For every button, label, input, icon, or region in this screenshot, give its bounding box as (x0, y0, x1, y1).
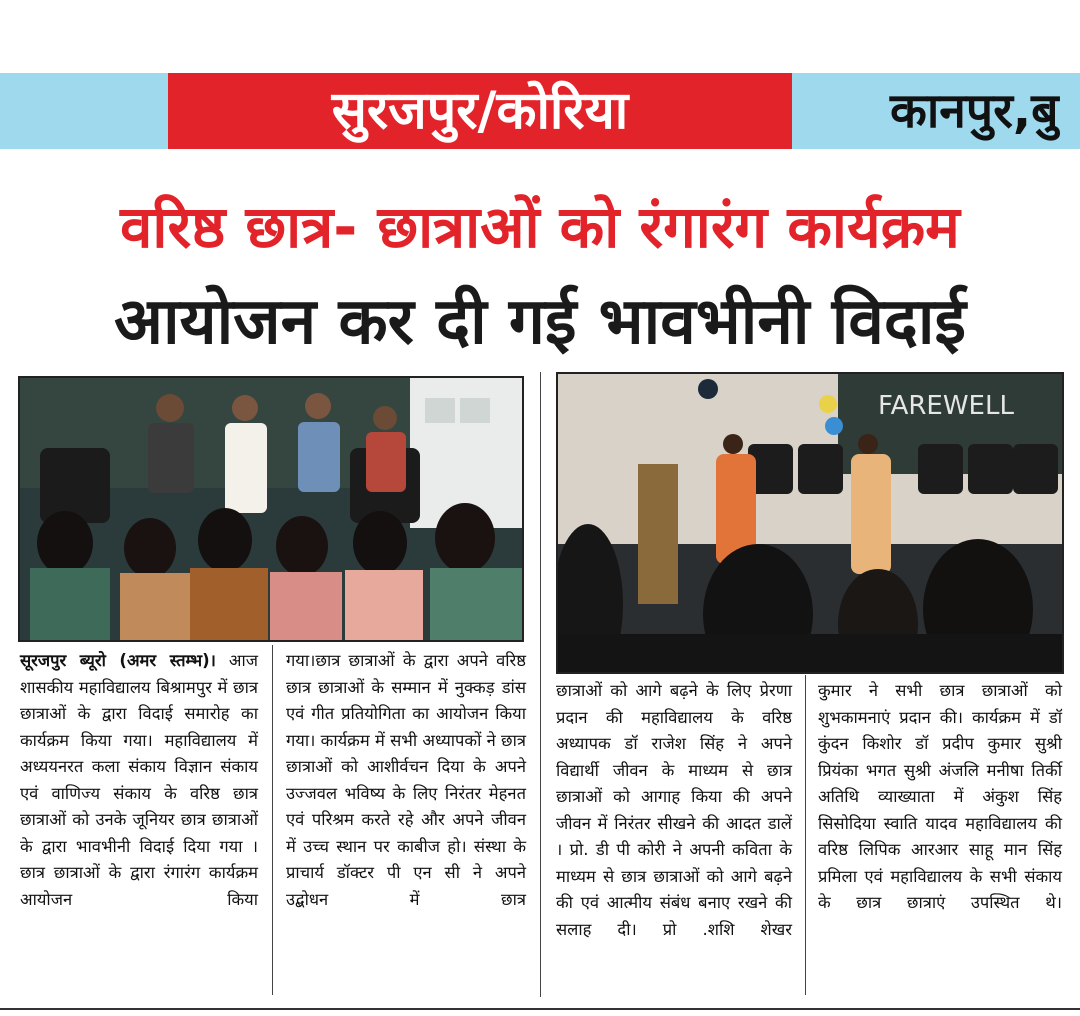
article-column-2 (286, 648, 526, 913)
photo-guests-and-students (18, 376, 524, 642)
next-section-tag: कानपुर,बु (890, 83, 1059, 139)
bottom-rule (0, 1008, 1080, 1010)
article-column-3 (556, 678, 792, 943)
chalkboard-text: FAREWELL (878, 391, 1014, 421)
column-2-text: गया।छात्र छात्राओं के द्वारा अपने वरिष्ठ छात्र छात्राओं के सम्मान में नुक्कड़ डांस एवं गीत प्रतियोगिता का आयोजन किया गया। कार्यक्रम में सभी अध्यापकों ने छात्र छात्राओं को आशीर्वचन दिया के अपने उज्जवल भविष्य के लिए निरंतर मेहनत एवं परिश्रम करते रहे और अपने जीवन में उच्च स्थान पर काबीज हो। संस्था के प्राचार्य डॉक्टर पी एन सी ने अपने उद्बोधन में छात्र (286, 651, 526, 909)
photo-farewell-performance (556, 372, 1064, 674)
headline-line-1: वरिष्ठ छात्र- छात्राओं को रंगारंग कार्यक्रम (120, 193, 960, 261)
byline: सूरजपुर ब्यूरो (अमर स्तम्भ)। (20, 651, 216, 670)
column-3-text: छात्राओं को आगे बढ़ने के लिए प्रेरणा प्रदान की महाविद्यालय के वरिष्ठ अध्यापक डॉ राजेश सिंह ने अपने विद्यार्थी जीवन के माध्यम से छात्र छात्राओं को आगाह किया की अपने जीवन में निरंतर सीखने की आदत डालें । प्रो. डी पी कोरी ने अपनी कविता के माध्यम से छात्र छात्राओं को आगे बढ़ने की एवं आत्मीय संबंध बनाए रखने की सलाह दी। प्रो .शशि शेखर (556, 681, 792, 939)
column-rule-3 (805, 675, 806, 995)
article-column-1 (20, 648, 258, 913)
column-1-text: आज शासकीय महाविद्यालय बिश्रामपुर में छात्र छात्राओं के द्वारा विदाई समारोह का कार्यक्रम किया गया। महाविद्यालय में अध्ययनरत कला संकाय विज्ञान संकाय एवं वाणिज्य संकाय के वरिष्ठ छात्र छात्राओं को उनके जूनियर छात्र छात्राओं के द्वारा भावभीनी विदाई दिया गया ।छात्र छात्राओं के द्वारा रंगारंग कार्यक्रम आयोजन किया (20, 651, 258, 909)
column-rule-2 (540, 372, 541, 997)
column-rule-1 (272, 645, 273, 995)
section-tag: सुरजपुर/कोरिया (168, 73, 792, 149)
article-column-4 (818, 678, 1062, 917)
headline-line-2: आयोजन कर दी गई भावभीनी विदाई (114, 285, 966, 359)
column-4-text: कुमार ने सभी छात्र छात्राओं को शुभकामनाएं प्रदान की। कार्यक्रम में डॉ कुंदन किशोर डॉ प्रदीप कुमार सुश्री प्रियंका भगत सुश्री अंजलि मनीषा तिर्की अतिथि व्याख्याता में अंकुश सिंह सिसोदिया स्वाति यादव महाविद्यालय की वरिष्ठ लिपिक आरआर साहू मान सिंह प्रमिला एवं महाविद्यालय के सभी संकाय के छात्र छात्राएं उपस्थित थे। (818, 681, 1062, 912)
